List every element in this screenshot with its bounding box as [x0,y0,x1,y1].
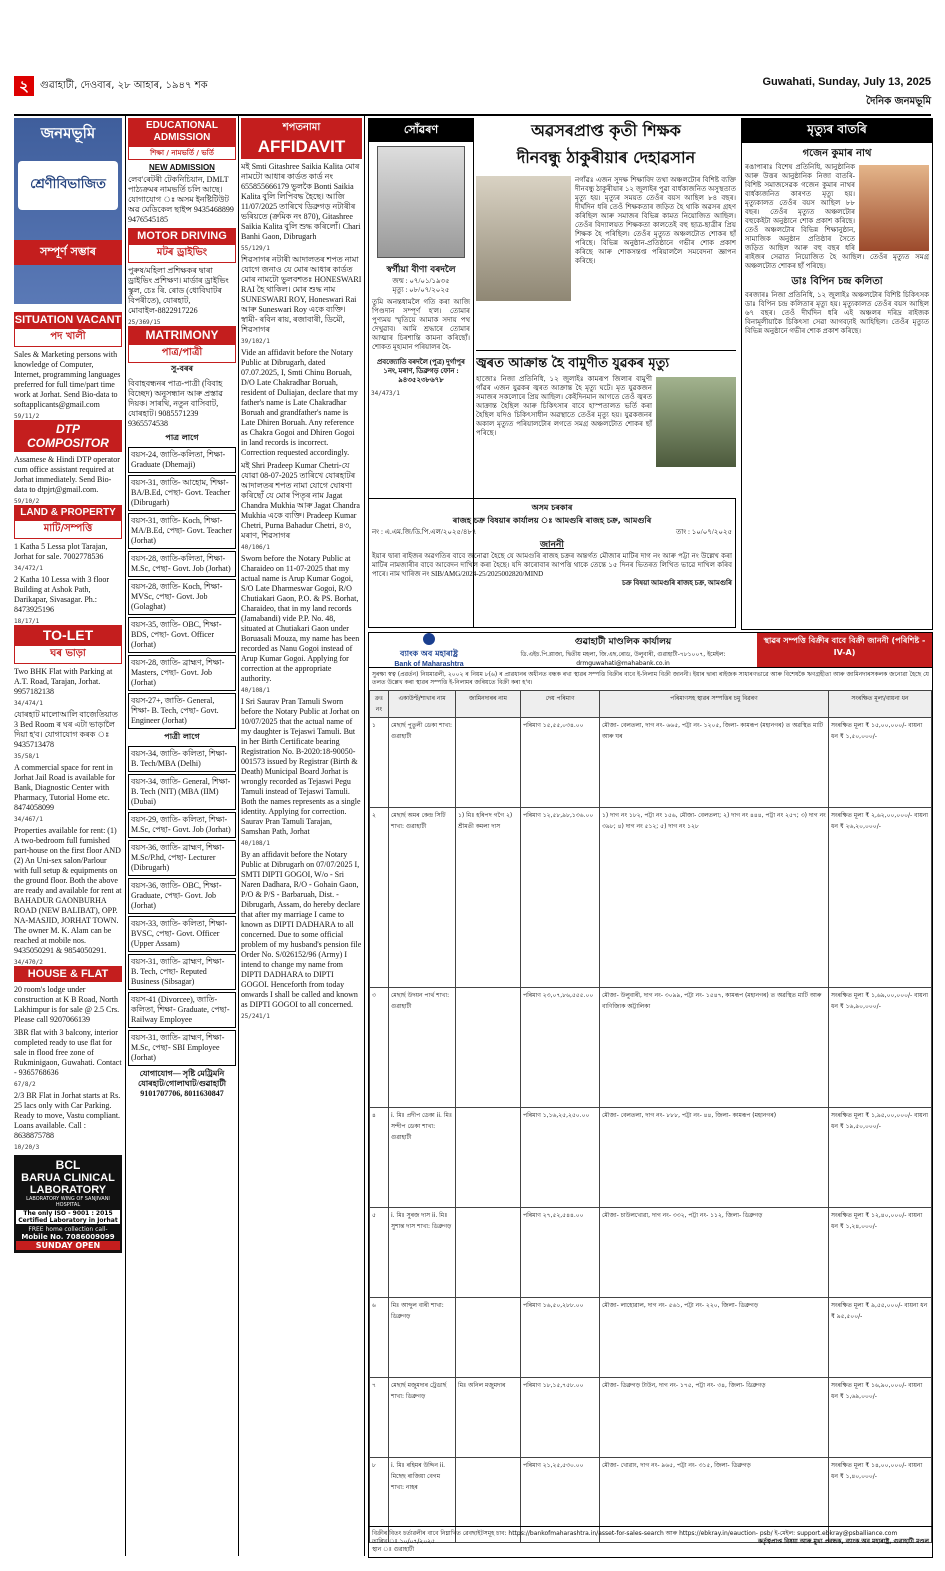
page-header [14,76,931,116]
table-cell: সংৰক্ষিত মূল্য ₹ ১২,৪০,০০০/- বায়না ধন ₹ ১,২৪,০০০/- [829,1208,932,1298]
educational-sub: শিক্ষা / নামভৰ্তি / ভৰ্তি [128,146,236,160]
matrimony-ad: বয়স-24, জাতি-কলিতা, শিক্ষা- Graduate (Dhemaji) [128,447,236,473]
death-news-box [741,118,933,630]
matrimony-ad: বয়স-41 (Divorcee), জাতি- কলিতা, শিক্ষা- Graduate, পেছা- Railway Employee [128,992,236,1028]
table-cell: মেছাৰ্ছ অমৰ কেন্দ্ৰ সিটি শাখা: গুৱাহাটী [389,808,456,988]
matrimony-ad: বয়স-36, জাতি- OBC, শিক্ষা- Graduate, পেছা- Govt. Job (Jorhat) [128,878,236,914]
table-row [370,1208,932,1298]
column-divider [238,116,239,1556]
matrimony-ad: বয়স-27+, জাতি- General, শিক্ষা- B. Tech, পেছা- Govt. Engineer (Jorhat) [128,693,236,729]
educational-admission-heading: EDUCATIONAL ADMISSION [128,118,236,146]
matrimony-subhead: সু-বৰৰ [170,364,194,373]
ad-ref: 34/467/1 [14,816,43,823]
matrimony-ad: বয়স-28, জাতি- Koch, শিক্ষা- MVSc, পেছা- Govt. Job (Golaghat) [128,579,236,615]
table-cell: সংৰক্ষিত মূল্য ₹ ১৫,০০,০০০/- বায়না ধন ₹ ১,৫০,০০০/- [829,718,932,808]
news-headline-line1: অৱসৰপ্ৰাপ্ত কৃতী শিক্ষক [531,121,681,140]
table-cell: মেছাৰ্ছ পুতুলী ডেকা শাখা: গুৱাহাটী [389,718,456,808]
table-cell [456,718,521,808]
classified-ad: বিবাহবন্ধনৰ পাত্ৰ-পাত্ৰী (বিবাহ বিচ্ছেদ) অনুসন্ধান আৰু প্ৰস্তাৱ দিয়ক। সাৰথি, নতুন বাসিবাট, যোৰহাট। 9085571239 9365574538 [128,379,223,428]
death-news-name1: গজেন কুমাৰ নাথ [802,148,872,159]
table-cell [456,1298,521,1378]
table-cell: ১ [370,718,389,808]
govt-number: নং : এ.এম.জি/ডি.পি.এল/২০২৫/৪৮৭ [372,528,477,536]
table-cell: মৌজা- চাউলখোৱা, দাগ নং- ৩৩২, পট্টা নং- ১১২, জিলা- ডিব্ৰুগড় [600,1208,829,1298]
matrimony-ad: বয়স-36, জাতি- ব্ৰাহ্মণ, শিক্ষা- M.Sc/P.hd, পেছা- Lecturer (Dibrugarh) [128,840,236,876]
matrimony-ad: বয়স-29, জাতি- কলিতা, শিক্ষা- M.Sc, পেছা- Govt. Job (Jorhat) [128,812,236,838]
govt-office: অসম চৰকাৰ [531,503,573,512]
table-header-row [370,691,932,718]
table-row [370,1298,932,1378]
bank-notice-title: স্থাৱৰ সম্পত্তি বিক্ৰীৰ বাবে বিক্ৰী জাননী (পৰিশিষ্ট - IV-A) [757,633,932,667]
classified-ad: 1 Katha 5 Lessa plot Tarajan, Jorhat for sale. 7002778536 [14,542,108,561]
affidavit-banner [241,118,362,159]
bank-header [369,633,932,668]
affidavit-item: I Sri Saurav Pran Tamuli Sworn before the Notary Public at Jorhat on 10/07/2025 that the actual name of my daughter is Tejaswi Tamuli. But in her Birth Certificate bearing Registration No. B-2020:18-90050-001573 issued by Registrar (Birth & Death) Municipal Board Jorhat is wrongly recorded as Tejaswi Pegu Tamuli instead of Tejaswi Tamuli. Both the names represents as a single identity. Applying for correction. Saurav Pran Tamuli Tarajan, Samshan Path, Jorhat [241,697,361,836]
classifieds-column [14,118,122,1558]
govt-title: জাননী [540,540,564,550]
govt-sign: চক্ৰ বিষয়া আমগুৰি ৰাজহ চক্ৰ, আমগুৰি [622,579,732,587]
bcl-mobile: Mobile No. 7086009099 [21,1233,115,1241]
bcl-day: SUNDAY OPEN [16,1241,120,1250]
table-cell: i. মিঃ সুৰজ দাস ii. মিঃ সুশান্ত দাস শাখা: ডিব্ৰুগড় [389,1208,456,1298]
classified-ad: 20 room's lodge under construction at K B Road, North Lakhimpur is for sale @ 2.5 Crs. Please call 9207066139 [14,985,120,1024]
matrimony-ad: বয়স-28, জাতি- ব্ৰাহ্মণ, শিক্ষা- Masters, পেছা- Govt. Job (Jorhat) [128,655,236,691]
table-cell: ১) দাগ নং ১৮২, পট্টা নং ১৫৬, মৌজা- বেলতলা; ২) দাগ নং ৪৪৪, পট্টা নং ২৫৭; ৩) দাগ নং ৩৯৮; ৪) দাগ নং ৫১২; ৫) দাগ নং ১২৮ [600,808,829,988]
death-news-heading: মৃত্যুৰ বাতৰি [742,119,932,143]
date-line-english: Guwahati, Sunday, July 13, 2025 [762,76,931,88]
bcl-logo: BCL [55,1158,81,1172]
matrimony-ad: বয়স-31, জাতি- ব্ৰাহ্মণ, শিক্ষা- B. Tech, পেছা- Reputed Business (Sibsagar) [128,954,236,990]
table-cell: সংৰক্ষিত মূল্য ₹ ১৬,৯০,০০০/- বায়না ধন ₹ ১,৬৯,০০০/- [829,1378,932,1458]
news-body: নগাঁৱঃ এজন সুদক্ষ শিক্ষাবিদ তথা অঞ্চলটোৰ বিশিষ্ট ব্যক্তি দীনবন্ধু ঠাকুৰীয়াৰ ১২ জুলাইৰ পুৱা বাৰ্ধক্যজনিত অসুস্থতাত মৃত্যু হয়। মৃত্যুৰ সময়ত তেওঁৰ বয়স আছিল ৮৪ বছৰ। দীৰ্ঘদিন ধৰি তেওঁ শিক্ষকতাৰ জড়িত হৈ থাকি অৱসৰ গ্ৰহণ কৰিছিল আৰু সমাজৰ বিভিন্ন কামত নিয়োজিত আছিল। তেওঁৰ বিদ্যালয়ত শিক্ষকতা কালতেই বহু ছাত্ৰ-ছাত্ৰীৰ প্ৰিয় শিক্ষক হৈ পৰিছিল। তেওঁৰ মৃত্যুত অঞ্চলটোত শোকৰ ছাঁ পৰিছে। বিভিন্ন অনুষ্ঠান-প্ৰতিষ্ঠানে গভীৰ শোক প্ৰকাশ কৰিছে আৰু শোকসন্তপ্ত পৰিয়াললৈ সমবেদনা জ্ঞাপন কৰিছে। [575,176,736,265]
table-cell: মৌজা- বেলতলা, দাগ নং- ৬৬৫, পট্টা নং- ১২০৫, জিলা- কামৰূপ (মহানগৰ) ত অৱস্থিত মাটি আৰু ঘৰ [600,718,829,808]
ad-ref: 10/20/3 [14,1144,40,1151]
death-news-text1: ৰঙাপাৰাঃ বিশেষ প্ৰতিনিধি, আনুষ্ঠানিক আৰু উত্তৰ আনুষ্ঠানিক নিজা বাতৰি- বিশিষ্ট সমাজসেৱক গজেন কুমাৰ নাথৰ বাৰ্ধক্যজনিত কাৰণত মৃত্যু হয়। মৃত্যুকালত তেওঁৰ বয়স আছিল ৮৮ বছৰ। তেওঁৰ মৃত্যুত অঞ্চলটোৰ বহুকেইটা অনুষ্ঠানে শোক প্ৰকাশ কৰিছে। তেওঁ অঞ্চলটোৰ বিভিন্ন শিক্ষানুষ্ঠান, সামাজিক অনুষ্ঠান প্ৰতিষ্ঠাৰ সৈতে জড়িত আছিল আৰু বহু বছৰ ধৰি ৰাইজৰ সেৱাত নিয়োজিত হৈ আছিল। তেওঁৰ মৃত্যুত সমগ্ৰ অঞ্চলটোত শোকৰ ছাঁ পৰিছে। [745,163,929,270]
govt-ref-line [372,528,732,537]
to-let-sub: ঘৰ ভাড়া [14,645,122,664]
table-cell: ১) মিঃ হৰিপদ গগৈ ২) শ্ৰীমতী কমলা দাস [456,808,521,988]
bank-name-en: Bank of Maharashtra [394,661,464,668]
news-article-youth [476,354,736,490]
dtp-heading: DTP COMPOSITOR [14,420,122,452]
matrimony-ad: বয়স-31, জাতি- Koch, শিক্ষা- MA/B.Ed, পেছা- Govt. Teacher (Jorhat) [128,513,236,549]
ad-ref: 40/106/1 [241,544,270,551]
table-cell [456,1108,521,1208]
ad-ref: 34/470/2 [14,959,43,966]
table-cell: i. মিঃ প্ৰদীপ ডেকা ii. মিঃ সন্দীপ ডেকা শাখা: গুৱাহাটী [389,1108,456,1208]
matrimony-ad: বয়স-34, জাতি- কলিতা, শিক্ষা- B. Tech/MBA (Delhi) [128,746,236,772]
affidavit-item: Sworn before the Notary Public at Charaideo on 11-07-2025 that my actual name is Arup Kumar Gogoi, S/O Late Dharmeswar Gogoi, R/O Chutiakari Gaon, P.O. & PS. Borhat, Charaideo, that in my land records (Jamabandi) vide P.P. No. 48, situated at Chutiakari Gaon under Boruasali Mouza, my name has been recorded as Nanu Gogoi instead of Arup Kumar Gogoi. Applying for correction at the appropriate authority. [241,554,360,683]
table-cell: ৭ [370,1378,389,1458]
news2-photo [656,377,736,467]
table-cell: ৮ [370,1458,389,1543]
bank-footer [369,1526,932,1557]
bank-logo [369,632,489,668]
table-cell: ৪ [370,1108,389,1208]
classified-ad: 3BR flat with 3 balcony, interior completed ready to use flat for sale in flood free zone of Rukminigaon, Guwahati. Contact - 9365768636 [14,1028,122,1077]
classifieds-banner [14,118,122,304]
table-cell: পৰিমাণ ১২,৫৮,৯৮,১৩৬.০০ [521,808,600,988]
page-number: ২ [14,76,34,96]
table-cell: মিঃ অনিল মজুমদাৰ [456,1378,521,1458]
table-cell: পৰিমাণ ২৩,০৭,৮৬,৫৫৫.০০ [521,988,600,1108]
affidavit-item: Vide an affidavit before the Notary Public at Dibrugarh, dated 07.07.2025, I, Smti Chinu Boruah, D/O Late Chakradhar Boruah, resident of Duliajan, declare that my father's name is Late Chakradhar Boruah and grandfather's name is Late Dhiren Boruah. Any reference as Chakra Gogoi and Dhiren Gogoi in land records is incorrect. Correction requested accordingly. [241,348,358,457]
bank-emblem-icon [422,632,436,648]
ad-ref: 18/17/1 [14,618,40,625]
table-cell: পৰিমাণ ২৭,৫২,৫৪৪.০০ [521,1208,600,1298]
bcl-sub: LABORATORY WING OF SANJIVANI HOSPITAL [26,1196,110,1208]
affidavit-column [241,118,362,1558]
new-admission-heading: NEW ADMISSION [149,163,215,172]
ad-ref: 67/8/2 [14,1081,36,1088]
ad-ref: 59/10/2 [14,498,40,505]
table-cell: মৌজা- বেলতলা, দাগ নং- ৮৮৮, পট্টা নং- ৪৪, জিলা- কামৰূপ (মহানগৰ) [600,1108,829,1208]
classified-ad: A commercial space for rent in Jorhat Jail Road is available for Bank, Diagnostic Center with Pharmacy, Tutorial Home etc. 8474058099 [14,763,116,812]
brand-title: জনমভূমি [40,124,96,142]
govt-sub: ৰাজহ চক্ৰ বিষয়াৰ কাৰ্যালয় ঃ আমগুৰি ৰাজহ চক্ৰ, আমগুৰি [452,516,652,525]
motor-driving-sub: মটৰ ড্ৰাইভিং [128,244,236,263]
situation-vacant-heading: SITUATION VACANT [14,314,122,326]
date-line-assamese: গুৱাহাটী, দেওবাৰ, ২৮ আহাৰ, ১৯৪৭ শক [40,80,208,91]
table-cell [456,1208,521,1298]
table-cell: মৌজা- লাহোৱাল, দাগ নং- ৫৬১, পট্টা নং- ২২০, জিলা- ডিব্ৰুগড় [600,1298,829,1378]
classified-ad: যোৰহাট মালোআলি বাজেতিয়াত 3 Bed Room ৰ ঘৰ এটা ভাড়ালৈ দিয়া হ'ব। যোগাযোগ কৰক ঃ 9435713478 [14,710,118,749]
obituary-name: স্বৰ্গীয়া বীণা বৰদলৈ [386,265,456,275]
classified-ad: পুৰুষ/মহিলা প্ৰশিক্ষকৰ দ্বাৰা ড্ৰাইভিং প্ৰশিক্ষণ। মাৰ্ডাৰ ড্ৰাইভিং স্কুল, চেঃ ৰি. ৰোড (ধোবিঘাটৰ বিপৰীতে), যোৰহাট, মোবাইল-8822917226 [128,266,229,315]
matrimony-ad: বয়স-34, জাতি- General, শিক্ষা- B. Tech (NIT) (MBA (IIM) (Dubai) [128,774,236,810]
column-divider [125,116,126,1556]
obituary-sign: প্ৰবজ্যোতি বৰদলৈ (পুত্ৰ) দুৰ্গাপুৰ ১নং, মৰাণ, ডিব্ৰুগড় ফোন : ৯৪৩৫২৩৮৬৭৮ [377,358,465,384]
matrimony-ad: বয়স-35, জাতি- OBC, শিক্ষা- BDS, পেছা- Govt. Officer (Jorhat) [128,617,236,653]
matrimony-ad: বয়স-31, জাতি- আহোম, শিক্ষা- BA/B.Ed, পেছা- Govt. Teacher (Dibrugarh) [128,475,236,511]
ad-ref: 40/108/1 [241,840,270,847]
classifieds-column-2 [128,118,236,1558]
bank-footer-place: স্থান ঃ গুৱাহাটী [372,1546,415,1553]
matrimony-contact: যোগাযোগ— সৃষ্টি মেট্ৰিমনি যোৰহাট/গোলাঘাট/গুৱাহাটী 9101707706, 8011630847 [138,1069,226,1098]
death-news-name2: ডাঃ বিপিন চন্দ্ৰ কলিতা [791,276,883,287]
table-cell: সংৰক্ষিত মূল্য ₹ ৯,৫৫,০০০/- বায়না ধন ₹ ৯৫,৫০০/- [829,1298,932,1378]
affidavit-item: By an affidavit before the Notary Public at Dibrugarh on 07/07/2025 I, SMTI DIPTI GOGOI, W/o - Sri Naren Dadhara, R/O - Gohain Gaon, P/O & P/S - Barbaruah, Dist. - Dibrugarh, Assam, do hereby declare that after my marriage I came to known as DIPTI DADHARA to all concerned. Due to some official problem of my husband's pension file Order No. S/026152/96 (Army) I intend to change my name from DIPTI DADHARA to DIPTI GOGOI. Henceforth from today onwards I shall be called and known as DIPTI GOGOI to all concerned. [241,850,362,1009]
ad-ref: 25/369/15 [128,319,161,326]
table-cell: সংৰক্ষিত মূল্য ₹ ১৪,০০,০০০/- বায়না ধন ₹ ১,৪০,০০০/- [829,1458,932,1543]
death-news-photo1 [859,165,929,251]
bank-footer-date: তাৰিখ ঃ ১০/০৭/২০২৫ [372,1538,435,1545]
auction-table [369,690,932,1543]
ad-ref: 59/11/2 [14,413,40,420]
affidavit-item: মই Smti Gitashree Saikia Kalita মোৰ নামটো আধাৰ কাৰ্ডত কাৰ্ড নং 655855666179 ভুলকৈ Bonti Saikia Kalita বুলি লিপিবদ্ধ হৈছে। আজি 11/07/2025 তাৰিখে ডিব্ৰুগড় নটাৰীৰ ভৰিয়তে (ক্ৰমিক নং 870), Gitashree Saikia Kalita বুলি শুদ্ধ কৰিলোঁ। Chari Banhi Gaon, Dibrugarh [241,162,361,241]
news2-body: হাজোঃ নিজা প্ৰতিনিধি, ১২ জুলাইঃ কামৰূপ জিলাৰ বামুণী গাঁৱৰ এজন যুৱকৰ জ্বৰত আক্ৰান্ত হৈ মৃত্যু ঘটে। মৃত যুৱকজন সমাজৰ সকলোৰে প্ৰিয় আছিল। কেইদিনমান আগতে তেওঁ জ্বৰত আক্ৰান্ত হৈছিল আৰু চিকিৎসাৰ বাবে হাস্পতালত ভৰ্তি কৰা হৈছিল যদিও চিকিৎসাধীন অৱস্থাতে তেওঁৰ মৃত্যু হয়। যুৱকজনৰ অকাল মৃত্যুত পৰিয়ালটোৰ লগতে সমগ্ৰ অঞ্চলটোত শোকৰ ছাঁ পৰিছে। [476,375,652,437]
affidavit-title: AFFIDAVIT [257,137,346,156]
ad-ref: 34/473/1 [371,390,400,397]
classified-ad: 2 Katha 10 Lessa with 3 floor Building at Ashok Path, Darikapar, Sivasagar. Ph.: 8473925196 [14,575,110,614]
bank-footer-sign: কৰ্তৃত্বপ্ৰাপ্ত বিষয়া আৰু মুখ্য প্ৰবন্ধক, ব্যাংক অব মহাৰাষ্ট্ৰ, গুৱাহাটী মণ্ডল [757,1538,929,1545]
table-cell: মৌজা- খোৱাং, দাগ নং- ৯৬৫, পট্টা নং- ৩১৫, জিলা- ডিব্ৰুগড় [600,1458,829,1543]
table-cell [456,988,521,1108]
table-cell: পৰিমাণ ১৮,১৫,৭৫৮.০০ [521,1378,600,1458]
table-cell: মেছাৰ্ছ উদয়ন পাৰ্থ শাখা: গুৱাহাটী [389,988,456,1108]
table-row [370,1378,932,1458]
paper-name: দৈনিক জনমভূমি [866,96,931,107]
ad-ref: 55/129/1 [241,245,270,252]
classified-ad: Two BHK Flat with Parking at A.T. Road, Tarajan, Jorhat. 9957182138 [14,667,113,696]
table-cell: ৫ [370,1208,389,1298]
ad-ref: 34/472/1 [14,565,43,572]
bank-name: ব্যাংক অব মহাৰাষ্ট্ৰ [400,649,458,658]
table-header-cell: ক্ৰঃ নং [370,691,389,718]
table-cell: পৰিমাণ ১৬,৫০,২৮৮.০০ [521,1298,600,1378]
obituary-photo [377,146,465,258]
motor-driving-heading: MOTOR DRIVING [128,228,236,244]
classified-ad: Assamese & Hindi DTP operator cum office assistant required at Jorhat immediately. Send Bio-data to dtpjrt@gmail.com. [14,455,120,494]
matrimony-ad: বয়স-28, জাতি-কলিতা, শিক্ষা- M.Sc, পেছা- Govt. Job (Jorhat) [128,551,236,577]
bcl-iso: The only ISO - 9001 : 2015 Certified Laboratory in Jorhat [16,1210,120,1224]
table-cell: পৰিমাণ ২১,২৫,৫৩০.০০ [521,1458,600,1543]
bank-footer-text: বিক্ৰীৰ বিতং চৰ্তাৱলীৰ বাবে নিম্নাখিত ৱেবছাইটসমূহ চাব: https://bankofmaharashtra.in/asset-for-sales-search আৰু https://ebkray.in/eauction- psb/ ই-মেইল: support.ebkray@psballiance.com [372,1530,898,1537]
column-divider [364,116,365,1556]
obituary-born: জন্ম : ০৭/০১/১৯৩৫ [392,277,450,285]
govt-notice [368,498,736,628]
classified-ad: Properties available for rent: (1) A two-bedroom full furnished part-house on the first floor AND (2) An Uni-sex salon/Parlour with full setup & equipments on the ground floor. Both the above are ready and available for rent at BAHADUR GAONBURHA ROAD (NEW BALIBAT), OPP. NA-MASJID, JORHAT TOWN. The owner M. K. Alam can be reached at mobile nos. 9435050291 & 9854050291. [14,826,122,955]
table-cell: সংৰক্ষিত মূল্য ₹ ১,৬৯,০০,০০০/- বায়না ধন ₹ ১৬,৯০,০০০/- [829,988,932,1108]
table-header-cell: দেয় পৰিমাণ [521,691,600,718]
matrimony-sub: পাত্ৰ/পাত্ৰী [128,344,236,363]
table-row [370,808,932,988]
bank-auction-notice [368,632,933,1558]
affidavit-item: মই Shri Pradeep Kumar Chetri-যে যোৱা 08-07-2025 তাৰিখে যোৰহাটৰ আদালতৰ শপত নামা যোগে ঘোষণা কৰিছোঁ যে মোৰ পিতৃৰ নাম Jagat Chandra Mukhia আৰু Jagat Chandra Mukhia একে ব্যক্তি। Pradeep Kumar Chetri, Purna Bahadur Chetri, ৪৩, মৰাণ, শিৱসাগৰ [241,461,360,540]
table-cell: মিঃ আব্দুল বাৰী শাখা: ডিব্ৰুগড় [389,1298,456,1378]
brand-subtitle: শ্ৰেণীবিভাজিত [18,161,118,210]
news-photo [476,176,571,301]
bank-office: গুৱাহাটী মাণ্ডলিক কাৰ্যালয় [574,636,672,647]
table-cell: সংৰক্ষিত মূল্য ₹ ১,৯৫,০০,০০০/- বায়না ধন ₹ ১৯,৫০,০০০/- [829,1108,932,1208]
bcl-name: BARUA CLINICAL LABORATORY [21,1172,115,1196]
table-cell: মেছাৰ্ছ মজুমদাৰ ট্ৰেডাৰ্ছ শাখা: ডিব্ৰুগড় [389,1378,456,1458]
classified-ad: Sales & Marketing persons with knowledge of Computer, Internet, programming languages preferred for full time/part time work at Jorhat. Send Bio-data to softapplicants@gmail.com [14,350,121,409]
table-header-cell: একাউণ্ট/শাখাৰ নাম [389,691,456,718]
table-header-cell: সংৰক্ষিত মূল্য/বায়না ধন [829,691,932,718]
matrimony-ad: বয়স-31, জাতি- ব্ৰাহ্মণ, শিক্ষা- M.Sc, পেছা- SBI Employee (Jorhat) [128,1030,236,1066]
ad-ref: 39/102/1 [241,338,270,345]
table-row [370,988,932,1108]
table-cell: সংৰক্ষিত মূল্য ₹ ২,৬২,০০,০০০/- বায়না ধন ₹ ২৬,২০,০০০/- [829,808,932,988]
house-flat-heading: HOUSE & FLAT [14,966,122,982]
table-cell: মৌজা- ডিব্ৰুগড় টাউন, দাগ নং- ১৭৫, পট্টা নং- ৩৪, জিলা- ডিব্ৰুগড় [600,1378,829,1458]
death-news-text2: বৰজাৰঃ নিজা প্ৰতিনিধি, ১২ জুলাইঃ অঞ্চলটোৰ বিশিষ্ট চিকিৎসক ডাঃ বিপিন চন্দ্ৰ কলিতাৰ মৃত্যু হয়। মৃত্যুকালত তেওঁৰ বয়স আছিল ৬৭ বছৰ। তেওঁ দীৰ্ঘদিন ধৰি এই অঞ্চলৰ দৰিদ্ৰ ৰাইজক বিনামূলীয়াকৈ চিকিৎসা সেৱা আগবঢ়াই আহিছিল। তেওঁৰ মৃত্যুত বিভিন্ন অনুষ্ঠানে গভীৰ শোক প্ৰকাশ কৰিছে। [745,291,929,335]
obituary-text: তুমি অনন্তধামলৈ গতি কৰা আজি পিণ্ডদান সম্পূৰ্ণ হ'ল। তোমাৰ পুণ্যময় স্মৃতিয়ে আমাক সদায় পথ দেখুৱাব। আমি শ্ৰদ্ধাৰে তোমাৰ আত্মাৰ চিৰশান্তি কামনা কৰিছোঁ। শোকত মূহ্যমান পৰিয়ালৰ হৈ- [372,298,470,351]
obituary-died: মৃত্যু : ০৮/০৭/২০২৫ [392,286,450,294]
obituary-heading: সোঁৱৰণ [369,119,473,142]
to-let-heading: TO-LET [14,625,122,645]
news-headline-line2: দীনবন্ধু ঠাকুৰীয়াৰ দেহাৱসান [516,148,696,167]
classified-ad: লেব'ৰেটৰী টেকনিচিয়ান, DMLT পাঠ্যক্ৰমৰ নামভৰ্তি চলি আছে। যোগাযোগ ঃ অসম ইনষ্টিটিউট অৱ মেডিকেল ছাইন্স 9435468899 9476545185 [128,175,234,224]
table-row [370,718,932,808]
ad-ref: 25/241/1 [241,1013,270,1020]
land-property-sub: মাটি/সম্পত্তি [14,520,122,539]
table-header-cell: পৰিমাণসহ স্থাৱৰ সম্পত্তিৰ চমু বিৱৰণ [600,691,829,718]
situation-vacant-sub: পদ খালী [14,328,122,347]
matrimony-heading: MATRIMONY [128,326,236,344]
news2-headline: জ্বৰত আক্ৰান্ত হৈ বামুণীত যুৱকৰ মৃত্যু [476,356,670,371]
affidavit-item: শিৱসাগৰ নটাৰী আদালতৰ শপত নামা যোগে জনাও যে মোৰ আধাৰ কাৰ্ডত মোৰ নামটো ভুলবশতঃ HONESWARI RAI হৈ থাকিল। মোৰ শুদ্ধ নাম SUNESWARI ROY, Honeswari Rai আৰু Suneswari Roy একে ব্যক্তি। স্বামী- ৰবিন ৰায়, ৰজাবাৰী, ডিমৌ, শিৱসাগৰ [241,255,362,334]
govt-date: তাং : ১০/০৭/২০২৫ [675,528,732,536]
table-header-cell: জামিনদাৰৰ নাম [456,691,521,718]
groom-wanted-heading: পাত্ৰ লাগে [165,433,199,442]
bcl-free: FREE home collection call- [28,1226,108,1233]
bank-address: ডি.এইচ.পি.প্লাজা, দ্বিতীয় মহলা, জি.এছ.ৰোড, উলুবাৰী, গুৱাহাটী-৭৮১০০৭, ইমেইল: drmguwahati@mahabank.co.in [520,650,726,667]
bride-wanted-heading: পাত্ৰী লাগে [164,732,200,741]
bcl-lab-ad [14,1155,122,1253]
land-property-heading: LAND & PROPERTY [14,505,122,520]
matrimony-ad: বয়স-33, জাতি- কলিতা, শিক্ষা- BVSC, পেছা- Govt. Officer (Upper Assam) [128,916,236,952]
table-cell: পৰিমাণ ১৫,৫৫,০৩৪.০০ [521,718,600,808]
bank-intro: সুৰক্ষা স্বত্ব (প্ৰৱৰ্তন) নিয়মাৱলী, ২০০২ ৰ নিয়ম ৮(৬) ৰ প্ৰাৱধানৰ অধীনত বন্ধক ৰখা স্থাৱৰ সম্পত্তি বিক্ৰীৰ বাবে ই-নিলাম বিক্ৰী জাননী। ইয়াৰ দ্বাৰা ৰাইজক সাধাৰণভাৱে আৰু বিশেষকৈ ঋণগ্ৰহীতা আৰু জামিনদাৰসকলক জনোৱা হৈছে যে তলত উল্লেখ কৰা স্থাৱৰ সম্পত্তি ই-নিলামৰ জৰিয়তে বিক্ৰী কৰা হ'ব। [372,671,929,686]
table-cell: ৩ [370,988,389,1108]
table-cell: পৰিমাণ ১,১৬,২৫,২৫০.০০ [521,1108,600,1208]
affidavit-title-assamese: শপতনামা [282,122,321,133]
ad-ref: 35/58/1 [14,753,40,760]
table-cell: ৬ [370,1298,389,1378]
table-row [370,1108,932,1208]
table-cell: ২ [370,808,389,988]
brand-tagline: সম্পূৰ্ণ সম্ভাৰ [14,240,122,265]
table-cell: i. মিঃ ৰহিমৰ উদ্দিন ii. মিছেছ ৰাজিয়া বেগম শাখা: নাহৰ [389,1458,456,1543]
ad-ref: 34/474/1 [14,700,43,707]
classified-ad: 2/3 BR Flat in Jorhat starts at Rs. 25 lacs only with Car Parking. Ready to move, Vastu compliant. Loans available. Call : 8638875788 [14,1091,121,1140]
ad-ref: 40/108/1 [241,687,270,694]
govt-text: ইয়াৰ দ্বাৰা ৰাইজৰ অৱগতিৰ বাবে জনোৱা হৈছে যে আমগুৰি ৰাজহ চক্ৰৰ অন্তৰ্গত মৌজাৰ মাটিৰ দাগ নং আৰু পট্টা নং উল্লেখ কৰা মাটিৰ নামজাৰীৰ বাবে আবেদন দাখিল কৰা হৈছে। যদি কাৰোবাৰ আপত্তি থাকে তেন্তে ১৫ দিনৰ ভিতৰত লিখিত ভাৱে দাখিল কৰিব পাৰে। নাম খাৰিজ নং SIB/AMG/2024-25/2025002820/MIND [372,552,732,578]
table-cell: মৌজা- উলুবাৰী, দাগ নং- ৩০৯৯, পট্টা নং- ১৫৪৭, কামৰূপ (মহানগৰ) ত অৱস্থিত মাটি আৰু বাণিজ্যিক অট্টালিকা [600,988,829,1108]
